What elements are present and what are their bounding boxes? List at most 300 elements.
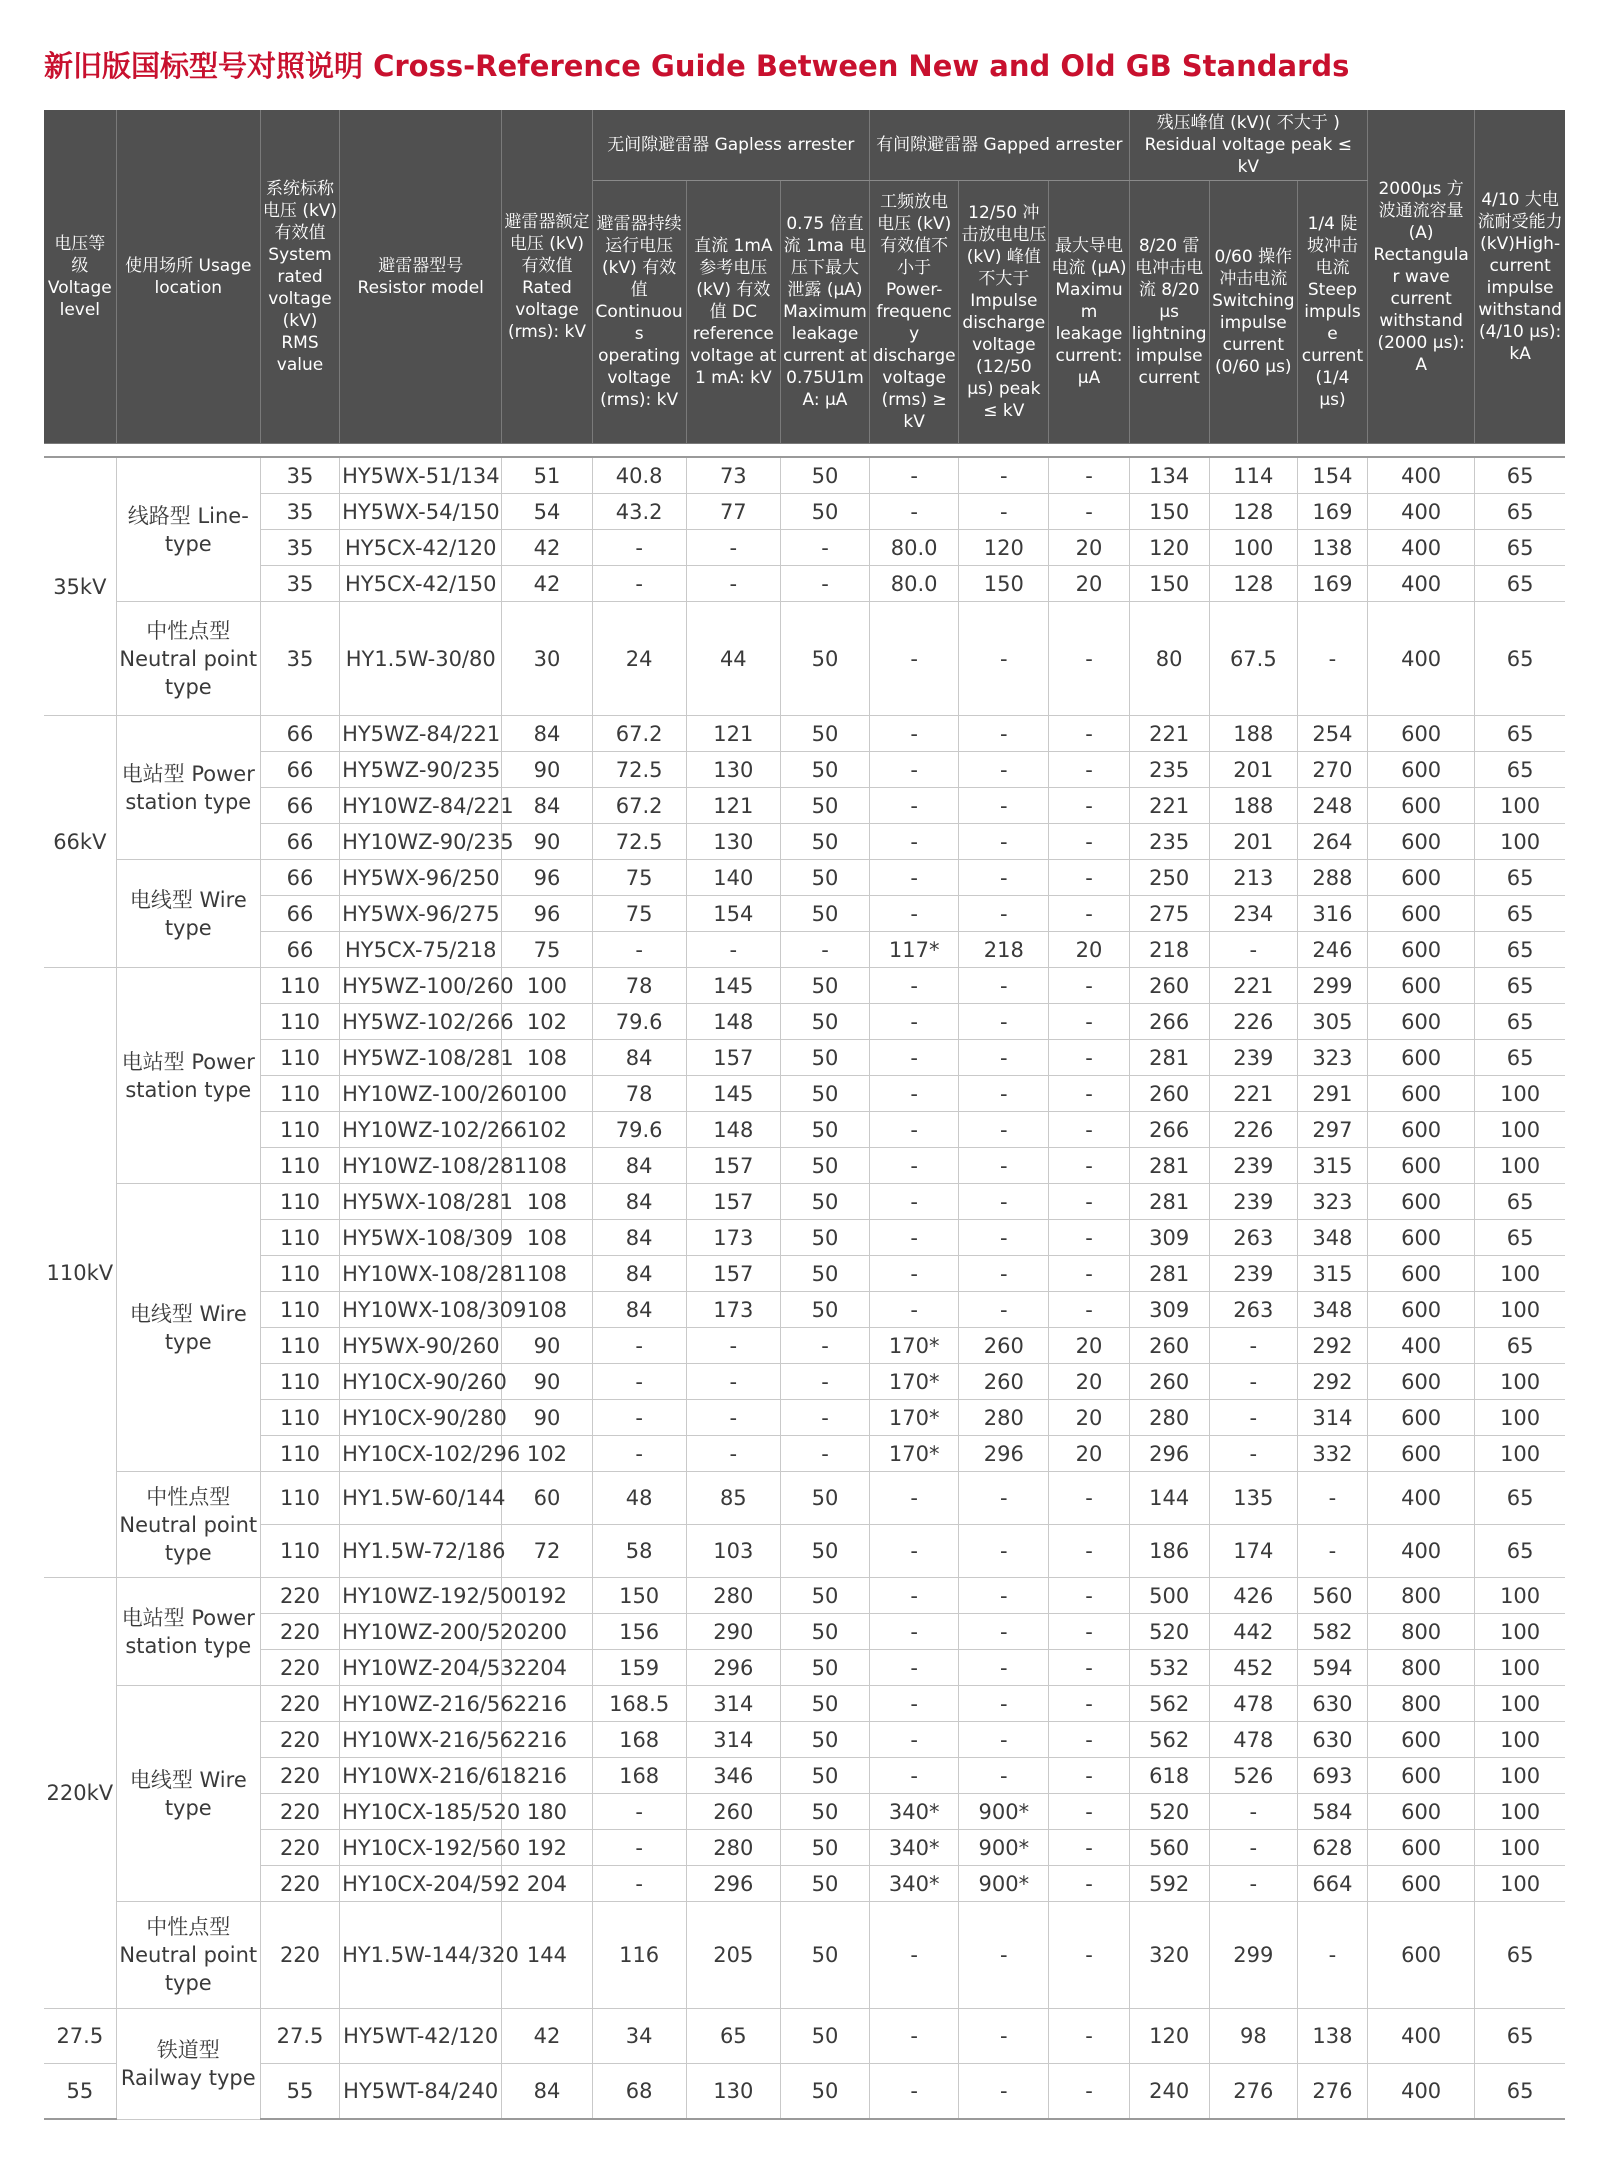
leakage-cell: 50 bbox=[780, 1902, 869, 2009]
table-row bbox=[44, 1578, 1565, 1614]
steep-cell: 292 bbox=[1297, 1364, 1367, 1400]
rect-wave-cell: 800 bbox=[1368, 1650, 1475, 1686]
lightning-cell: 280 bbox=[1129, 1400, 1209, 1436]
pf-discharge-cell: 340* bbox=[870, 1794, 959, 1830]
leakage-cell: 50 bbox=[780, 1758, 869, 1794]
system-voltage-cell: 110 bbox=[260, 1148, 339, 1184]
high-current-cell: 100 bbox=[1475, 1794, 1565, 1830]
cross-reference-table bbox=[44, 110, 1565, 2120]
high-current-cell: 100 bbox=[1475, 1436, 1565, 1472]
max-leakage-cell: - bbox=[1049, 1758, 1129, 1794]
model-cell: HY5CX-75/218 bbox=[340, 932, 502, 968]
leakage-cell: 50 bbox=[780, 457, 869, 494]
max-leakage-cell: - bbox=[1049, 1866, 1129, 1902]
pf-discharge-cell: - bbox=[870, 1148, 959, 1184]
continuous-voltage-cell: 67.2 bbox=[592, 788, 686, 824]
voltage-level-cell: 27.5 bbox=[44, 2009, 116, 2064]
switching-cell: - bbox=[1209, 1400, 1297, 1436]
high-current-cell: 100 bbox=[1475, 1578, 1565, 1614]
rect-wave-cell: 600 bbox=[1368, 1148, 1475, 1184]
rated-voltage-cell: 200 bbox=[502, 1614, 592, 1650]
steep-cell: 246 bbox=[1297, 932, 1367, 968]
impulse-discharge-cell: - bbox=[959, 1076, 1049, 1112]
switching-cell: 263 bbox=[1209, 1220, 1297, 1256]
pf-discharge-cell: 340* bbox=[870, 1866, 959, 1902]
rated-voltage-cell: 216 bbox=[502, 1686, 592, 1722]
impulse-discharge-cell: - bbox=[959, 602, 1049, 716]
impulse-discharge-cell: - bbox=[959, 1004, 1049, 1040]
rect-wave-cell: 400 bbox=[1368, 602, 1475, 716]
steep-cell: 323 bbox=[1297, 1040, 1367, 1076]
lightning-cell: 309 bbox=[1129, 1292, 1209, 1328]
pf-discharge-cell: - bbox=[870, 1722, 959, 1758]
header-rectangular-wave: 2000μs 方波通流容量 (A) Rectangular wave current withstand (2000 μs): A bbox=[1368, 110, 1475, 444]
impulse-discharge-cell: - bbox=[959, 1112, 1049, 1148]
system-voltage-cell: 66 bbox=[260, 860, 339, 896]
steep-cell: 305 bbox=[1297, 1004, 1367, 1040]
header-model: 避雷器型号 Resistor model bbox=[340, 110, 502, 444]
pf-discharge-cell: - bbox=[870, 1650, 959, 1686]
switching-cell: 213 bbox=[1209, 860, 1297, 896]
model-cell: HY10WX-216/618 bbox=[340, 1758, 502, 1794]
system-voltage-cell: 27.5 bbox=[260, 2009, 339, 2064]
leakage-cell: 50 bbox=[780, 968, 869, 1004]
impulse-discharge-cell: 900* bbox=[959, 1830, 1049, 1866]
pf-discharge-cell: 170* bbox=[870, 1436, 959, 1472]
continuous-voltage-cell: 84 bbox=[592, 1292, 686, 1328]
impulse-discharge-cell: - bbox=[959, 1525, 1049, 1578]
voltage-level-cell: 220kV bbox=[44, 1578, 116, 2009]
impulse-discharge-cell: 296 bbox=[959, 1436, 1049, 1472]
high-current-cell: 65 bbox=[1475, 860, 1565, 896]
usage-location-cell: 铁道型 Railway type bbox=[116, 2009, 260, 2120]
lightning-cell: 144 bbox=[1129, 1472, 1209, 1525]
impulse-discharge-cell: - bbox=[959, 1184, 1049, 1220]
rated-voltage-cell: 54 bbox=[502, 494, 592, 530]
system-voltage-cell: 110 bbox=[260, 1364, 339, 1400]
max-leakage-cell: 20 bbox=[1049, 1328, 1129, 1364]
header-dc-reference: 直流 1mA 参考电压 (kV) 有效值 DC reference voltage at 1 mA: kV bbox=[686, 181, 780, 444]
steep-cell: 254 bbox=[1297, 716, 1367, 752]
leakage-cell: 50 bbox=[780, 1794, 869, 1830]
rect-wave-cell: 400 bbox=[1368, 2009, 1475, 2064]
lightning-cell: 618 bbox=[1129, 1758, 1209, 1794]
impulse-discharge-cell: - bbox=[959, 896, 1049, 932]
header-impulse-discharge: 12/50 冲击放电电压 (kV) 峰值不大于 Impulse discharge voltage (12/50 μs) peak ≤ kV bbox=[959, 181, 1049, 444]
voltage-level-cell: 35kV bbox=[44, 457, 116, 716]
table-row bbox=[44, 2009, 1565, 2064]
continuous-voltage-cell: - bbox=[592, 530, 686, 566]
switching-cell: 128 bbox=[1209, 566, 1297, 602]
rect-wave-cell: 600 bbox=[1368, 932, 1475, 968]
system-voltage-cell: 35 bbox=[260, 494, 339, 530]
steep-cell: 138 bbox=[1297, 2009, 1367, 2064]
dc-reference-cell: 154 bbox=[686, 896, 780, 932]
steep-cell: 348 bbox=[1297, 1220, 1367, 1256]
model-cell: HY10WZ-200/520 bbox=[340, 1614, 502, 1650]
rated-voltage-cell: 180 bbox=[502, 1794, 592, 1830]
header-gapless-arrester: 无间隙避雷器 Gapless arrester bbox=[592, 110, 870, 181]
rated-voltage-cell: 108 bbox=[502, 1256, 592, 1292]
model-cell: HY10CX-90/260 bbox=[340, 1364, 502, 1400]
leakage-cell: 50 bbox=[780, 716, 869, 752]
system-voltage-cell: 110 bbox=[260, 1004, 339, 1040]
dc-reference-cell: 157 bbox=[686, 1184, 780, 1220]
pf-discharge-cell: - bbox=[870, 788, 959, 824]
steep-cell: 299 bbox=[1297, 968, 1367, 1004]
pf-discharge-cell: - bbox=[870, 1902, 959, 2009]
lightning-cell: 296 bbox=[1129, 1436, 1209, 1472]
system-voltage-cell: 66 bbox=[260, 896, 339, 932]
pf-discharge-cell: - bbox=[870, 457, 959, 494]
lightning-cell: 281 bbox=[1129, 1040, 1209, 1076]
continuous-voltage-cell: - bbox=[592, 1436, 686, 1472]
rect-wave-cell: 600 bbox=[1368, 752, 1475, 788]
model-cell: HY5WX-96/275 bbox=[340, 896, 502, 932]
header-steep-impulse: 1/4 陡坡冲击电流 Steep impulse current (1/4 μs) bbox=[1297, 181, 1367, 444]
rated-voltage-cell: 90 bbox=[502, 824, 592, 860]
model-cell: HY10WZ-90/235 bbox=[340, 824, 502, 860]
pf-discharge-cell: - bbox=[870, 716, 959, 752]
max-leakage-cell: - bbox=[1049, 1650, 1129, 1686]
table-row bbox=[44, 1472, 1565, 1525]
rect-wave-cell: 400 bbox=[1368, 566, 1475, 602]
impulse-discharge-cell: - bbox=[959, 1292, 1049, 1328]
rect-wave-cell: 800 bbox=[1368, 1578, 1475, 1614]
max-leakage-cell: - bbox=[1049, 2009, 1129, 2064]
rated-voltage-cell: 102 bbox=[502, 1112, 592, 1148]
dc-reference-cell: 145 bbox=[686, 1076, 780, 1112]
max-leakage-cell: - bbox=[1049, 968, 1129, 1004]
leakage-cell: 50 bbox=[780, 1040, 869, 1076]
high-current-cell: 100 bbox=[1475, 1364, 1565, 1400]
switching-cell: 526 bbox=[1209, 1758, 1297, 1794]
lightning-cell: 80 bbox=[1129, 602, 1209, 716]
rect-wave-cell: 600 bbox=[1368, 1758, 1475, 1794]
leakage-cell: 50 bbox=[780, 1220, 869, 1256]
steep-cell: 628 bbox=[1297, 1830, 1367, 1866]
rect-wave-cell: 800 bbox=[1368, 1614, 1475, 1650]
impulse-discharge-cell: - bbox=[959, 824, 1049, 860]
lightning-cell: 275 bbox=[1129, 896, 1209, 932]
system-voltage-cell: 220 bbox=[260, 1830, 339, 1866]
rated-voltage-cell: 216 bbox=[502, 1722, 592, 1758]
lightning-cell: 260 bbox=[1129, 1076, 1209, 1112]
continuous-voltage-cell: 78 bbox=[592, 968, 686, 1004]
high-current-cell: 65 bbox=[1475, 752, 1565, 788]
impulse-discharge-cell: - bbox=[959, 1650, 1049, 1686]
model-cell: HY5WT-42/120 bbox=[340, 2009, 502, 2064]
switching-cell: 442 bbox=[1209, 1614, 1297, 1650]
system-voltage-cell: 110 bbox=[260, 968, 339, 1004]
dc-reference-cell: - bbox=[686, 1436, 780, 1472]
leakage-cell: - bbox=[780, 566, 869, 602]
model-cell: HY10CX-102/296 bbox=[340, 1436, 502, 1472]
leakage-cell: 50 bbox=[780, 1686, 869, 1722]
page-title: 新旧版国标型号对照说明 Cross-Reference Guide Between New and Old GB Standards bbox=[44, 49, 1350, 83]
high-current-cell: 65 bbox=[1475, 1902, 1565, 2009]
switching-cell: - bbox=[1209, 1866, 1297, 1902]
max-leakage-cell: - bbox=[1049, 1578, 1129, 1614]
leakage-cell: 50 bbox=[780, 1076, 869, 1112]
table-row bbox=[44, 530, 1565, 566]
rated-voltage-cell: 30 bbox=[502, 602, 592, 716]
table-row bbox=[44, 1112, 1565, 1148]
lightning-cell: 134 bbox=[1129, 457, 1209, 494]
impulse-discharge-cell: - bbox=[959, 752, 1049, 788]
dc-reference-cell: 346 bbox=[686, 1758, 780, 1794]
switching-cell: 221 bbox=[1209, 1076, 1297, 1112]
model-cell: HY5WZ-102/266 bbox=[340, 1004, 502, 1040]
rated-voltage-cell: 96 bbox=[502, 860, 592, 896]
switching-cell: 188 bbox=[1209, 716, 1297, 752]
impulse-discharge-cell: 218 bbox=[959, 932, 1049, 968]
model-cell: HY5WX-51/134 bbox=[340, 457, 502, 494]
lightning-cell: 266 bbox=[1129, 1004, 1209, 1040]
steep-cell: 315 bbox=[1297, 1148, 1367, 1184]
steep-cell: 138 bbox=[1297, 530, 1367, 566]
rect-wave-cell: 600 bbox=[1368, 1830, 1475, 1866]
pf-discharge-cell: - bbox=[870, 494, 959, 530]
impulse-discharge-cell: - bbox=[959, 788, 1049, 824]
switching-cell: 239 bbox=[1209, 1148, 1297, 1184]
table-row bbox=[44, 1794, 1565, 1830]
high-current-cell: 100 bbox=[1475, 824, 1565, 860]
system-voltage-cell: 110 bbox=[260, 1472, 339, 1525]
system-voltage-cell: 55 bbox=[260, 2064, 339, 2120]
table-row bbox=[44, 602, 1565, 716]
dc-reference-cell: 296 bbox=[686, 1866, 780, 1902]
system-voltage-cell: 110 bbox=[260, 1040, 339, 1076]
model-cell: HY10CX-185/520 bbox=[340, 1794, 502, 1830]
impulse-discharge-cell: - bbox=[959, 1220, 1049, 1256]
switching-cell: 239 bbox=[1209, 1040, 1297, 1076]
continuous-voltage-cell: 84 bbox=[592, 1040, 686, 1076]
rect-wave-cell: 400 bbox=[1368, 457, 1475, 494]
continuous-voltage-cell: - bbox=[592, 1830, 686, 1866]
impulse-discharge-cell: - bbox=[959, 494, 1049, 530]
leakage-cell: 50 bbox=[780, 1578, 869, 1614]
rect-wave-cell: 600 bbox=[1368, 1112, 1475, 1148]
table-row bbox=[44, 1686, 1565, 1722]
switching-cell: 188 bbox=[1209, 788, 1297, 824]
rect-wave-cell: 400 bbox=[1368, 2064, 1475, 2120]
table-row bbox=[44, 1830, 1565, 1866]
system-voltage-cell: 110 bbox=[260, 1292, 339, 1328]
table-row bbox=[44, 1364, 1565, 1400]
pf-discharge-cell: - bbox=[870, 602, 959, 716]
model-cell: HY10WZ-216/562 bbox=[340, 1686, 502, 1722]
max-leakage-cell: - bbox=[1049, 1614, 1129, 1650]
max-leakage-cell: - bbox=[1049, 716, 1129, 752]
switching-cell: - bbox=[1209, 1364, 1297, 1400]
system-voltage-cell: 110 bbox=[260, 1328, 339, 1364]
steep-cell: 297 bbox=[1297, 1112, 1367, 1148]
continuous-voltage-cell: 79.6 bbox=[592, 1112, 686, 1148]
system-voltage-cell: 35 bbox=[260, 457, 339, 494]
rated-voltage-cell: 108 bbox=[502, 1220, 592, 1256]
continuous-voltage-cell: 40.8 bbox=[592, 457, 686, 494]
steep-cell: 584 bbox=[1297, 1794, 1367, 1830]
impulse-discharge-cell: - bbox=[959, 1686, 1049, 1722]
lightning-cell: 221 bbox=[1129, 716, 1209, 752]
table-row bbox=[44, 752, 1565, 788]
impulse-discharge-cell: - bbox=[959, 1614, 1049, 1650]
lightning-cell: 221 bbox=[1129, 788, 1209, 824]
pf-discharge-cell: - bbox=[870, 1076, 959, 1112]
rated-voltage-cell: 108 bbox=[502, 1292, 592, 1328]
table-row bbox=[44, 1184, 1565, 1220]
impulse-discharge-cell: - bbox=[959, 968, 1049, 1004]
table-body bbox=[44, 457, 1565, 2119]
steep-cell: 276 bbox=[1297, 2064, 1367, 2120]
impulse-discharge-cell: - bbox=[959, 1040, 1049, 1076]
rect-wave-cell: 600 bbox=[1368, 896, 1475, 932]
usage-location-cell: 电线型 Wire type bbox=[116, 860, 260, 968]
header-system-voltage: 系统标称电压 (kV) 有效值 System rated voltage (kV) RMS value bbox=[260, 110, 339, 444]
rated-voltage-cell: 90 bbox=[502, 752, 592, 788]
header-lightning-impulse: 8/20 雷电冲击电流 8/20 μs lightning impulse current bbox=[1129, 181, 1209, 444]
max-leakage-cell: 20 bbox=[1049, 566, 1129, 602]
rect-wave-cell: 600 bbox=[1368, 716, 1475, 752]
switching-cell: - bbox=[1209, 932, 1297, 968]
table-row bbox=[44, 896, 1565, 932]
dc-reference-cell: 121 bbox=[686, 716, 780, 752]
rated-voltage-cell: 84 bbox=[502, 716, 592, 752]
high-current-cell: 100 bbox=[1475, 1830, 1565, 1866]
header-gapped-arrester: 有间隙避雷器 Gapped arrester bbox=[870, 110, 1130, 181]
leakage-cell: 50 bbox=[780, 1184, 869, 1220]
steep-cell: 693 bbox=[1297, 1758, 1367, 1794]
max-leakage-cell: - bbox=[1049, 1525, 1129, 1578]
pf-discharge-cell: - bbox=[870, 1525, 959, 1578]
impulse-discharge-cell: 260 bbox=[959, 1364, 1049, 1400]
table-row bbox=[44, 824, 1565, 860]
leakage-cell: - bbox=[780, 530, 869, 566]
continuous-voltage-cell: - bbox=[592, 1328, 686, 1364]
leakage-cell: 50 bbox=[780, 2064, 869, 2120]
high-current-cell: 65 bbox=[1475, 896, 1565, 932]
dc-reference-cell: 157 bbox=[686, 1148, 780, 1184]
dc-reference-cell: 103 bbox=[686, 1525, 780, 1578]
system-voltage-cell: 35 bbox=[260, 602, 339, 716]
continuous-voltage-cell: - bbox=[592, 1364, 686, 1400]
high-current-cell: 65 bbox=[1475, 2009, 1565, 2064]
dc-reference-cell: 280 bbox=[686, 1578, 780, 1614]
rated-voltage-cell: 96 bbox=[502, 896, 592, 932]
dc-reference-cell: 77 bbox=[686, 494, 780, 530]
rect-wave-cell: 600 bbox=[1368, 1794, 1475, 1830]
rect-wave-cell: 600 bbox=[1368, 968, 1475, 1004]
table-row bbox=[44, 1436, 1565, 1472]
table-row bbox=[44, 1040, 1565, 1076]
pf-discharge-cell: 80.0 bbox=[870, 566, 959, 602]
impulse-discharge-cell: 260 bbox=[959, 1328, 1049, 1364]
model-cell: HY10WX-108/309 bbox=[340, 1292, 502, 1328]
max-leakage-cell: - bbox=[1049, 1112, 1129, 1148]
pf-discharge-cell: - bbox=[870, 1292, 959, 1328]
pf-discharge-cell: - bbox=[870, 1220, 959, 1256]
continuous-voltage-cell: 75 bbox=[592, 896, 686, 932]
leakage-cell: 50 bbox=[780, 896, 869, 932]
switching-cell: 239 bbox=[1209, 1184, 1297, 1220]
lightning-cell: 532 bbox=[1129, 1650, 1209, 1686]
dc-reference-cell: 290 bbox=[686, 1614, 780, 1650]
table-row bbox=[44, 1292, 1565, 1328]
dc-reference-cell: 130 bbox=[686, 752, 780, 788]
rect-wave-cell: 600 bbox=[1368, 1722, 1475, 1758]
switching-cell: - bbox=[1209, 1794, 1297, 1830]
leakage-cell: 50 bbox=[780, 1722, 869, 1758]
system-voltage-cell: 110 bbox=[260, 1400, 339, 1436]
usage-location-cell: 电站型 Power station type bbox=[116, 716, 260, 860]
model-cell: HY10WX-216/562 bbox=[340, 1722, 502, 1758]
max-leakage-cell: 20 bbox=[1049, 932, 1129, 968]
system-voltage-cell: 220 bbox=[260, 1578, 339, 1614]
dc-reference-cell: 148 bbox=[686, 1004, 780, 1040]
rated-voltage-cell: 204 bbox=[502, 1866, 592, 1902]
switching-cell: - bbox=[1209, 1328, 1297, 1364]
table-row bbox=[44, 788, 1565, 824]
impulse-discharge-cell: - bbox=[959, 1578, 1049, 1614]
dc-reference-cell: 157 bbox=[686, 1040, 780, 1076]
rated-voltage-cell: 84 bbox=[502, 788, 592, 824]
system-voltage-cell: 110 bbox=[260, 1220, 339, 1256]
system-voltage-cell: 220 bbox=[260, 1722, 339, 1758]
model-cell: HY10CX-90/280 bbox=[340, 1400, 502, 1436]
leakage-cell: - bbox=[780, 1436, 869, 1472]
table-row bbox=[44, 716, 1565, 752]
max-leakage-cell: - bbox=[1049, 457, 1129, 494]
leakage-cell: 50 bbox=[780, 2009, 869, 2064]
high-current-cell: 65 bbox=[1475, 494, 1565, 530]
high-current-cell: 100 bbox=[1475, 1614, 1565, 1650]
leakage-cell: - bbox=[780, 932, 869, 968]
continuous-voltage-cell: 168 bbox=[592, 1722, 686, 1758]
impulse-discharge-cell: - bbox=[959, 457, 1049, 494]
steep-cell: 270 bbox=[1297, 752, 1367, 788]
high-current-cell: 65 bbox=[1475, 530, 1565, 566]
model-cell: HY10CX-192/560 bbox=[340, 1830, 502, 1866]
dc-reference-cell: 85 bbox=[686, 1472, 780, 1525]
dc-reference-cell: 157 bbox=[686, 1256, 780, 1292]
steep-cell: 323 bbox=[1297, 1184, 1367, 1220]
rect-wave-cell: 800 bbox=[1368, 1686, 1475, 1722]
switching-cell: 114 bbox=[1209, 457, 1297, 494]
impulse-discharge-cell: - bbox=[959, 1902, 1049, 2009]
system-voltage-cell: 220 bbox=[260, 1650, 339, 1686]
rect-wave-cell: 400 bbox=[1368, 1328, 1475, 1364]
leakage-cell: 50 bbox=[780, 860, 869, 896]
steep-cell: - bbox=[1297, 602, 1367, 716]
model-cell: HY5WZ-90/235 bbox=[340, 752, 502, 788]
usage-location-cell: 电站型 Power station type bbox=[116, 968, 260, 1184]
switching-cell: 174 bbox=[1209, 1525, 1297, 1578]
lightning-cell: 150 bbox=[1129, 494, 1209, 530]
model-cell: HY5WX-90/260 bbox=[340, 1328, 502, 1364]
switching-cell: - bbox=[1209, 1436, 1297, 1472]
table-row bbox=[44, 1328, 1565, 1364]
rect-wave-cell: 600 bbox=[1368, 1256, 1475, 1292]
max-leakage-cell: - bbox=[1049, 1722, 1129, 1758]
model-cell: HY5WX-54/150 bbox=[340, 494, 502, 530]
dc-reference-cell: 314 bbox=[686, 1722, 780, 1758]
continuous-voltage-cell: 168 bbox=[592, 1758, 686, 1794]
dc-reference-cell: 280 bbox=[686, 1830, 780, 1866]
rated-voltage-cell: 108 bbox=[502, 1184, 592, 1220]
usage-location-cell: 线路型 Line-type bbox=[116, 457, 260, 602]
table-row bbox=[44, 1866, 1565, 1902]
